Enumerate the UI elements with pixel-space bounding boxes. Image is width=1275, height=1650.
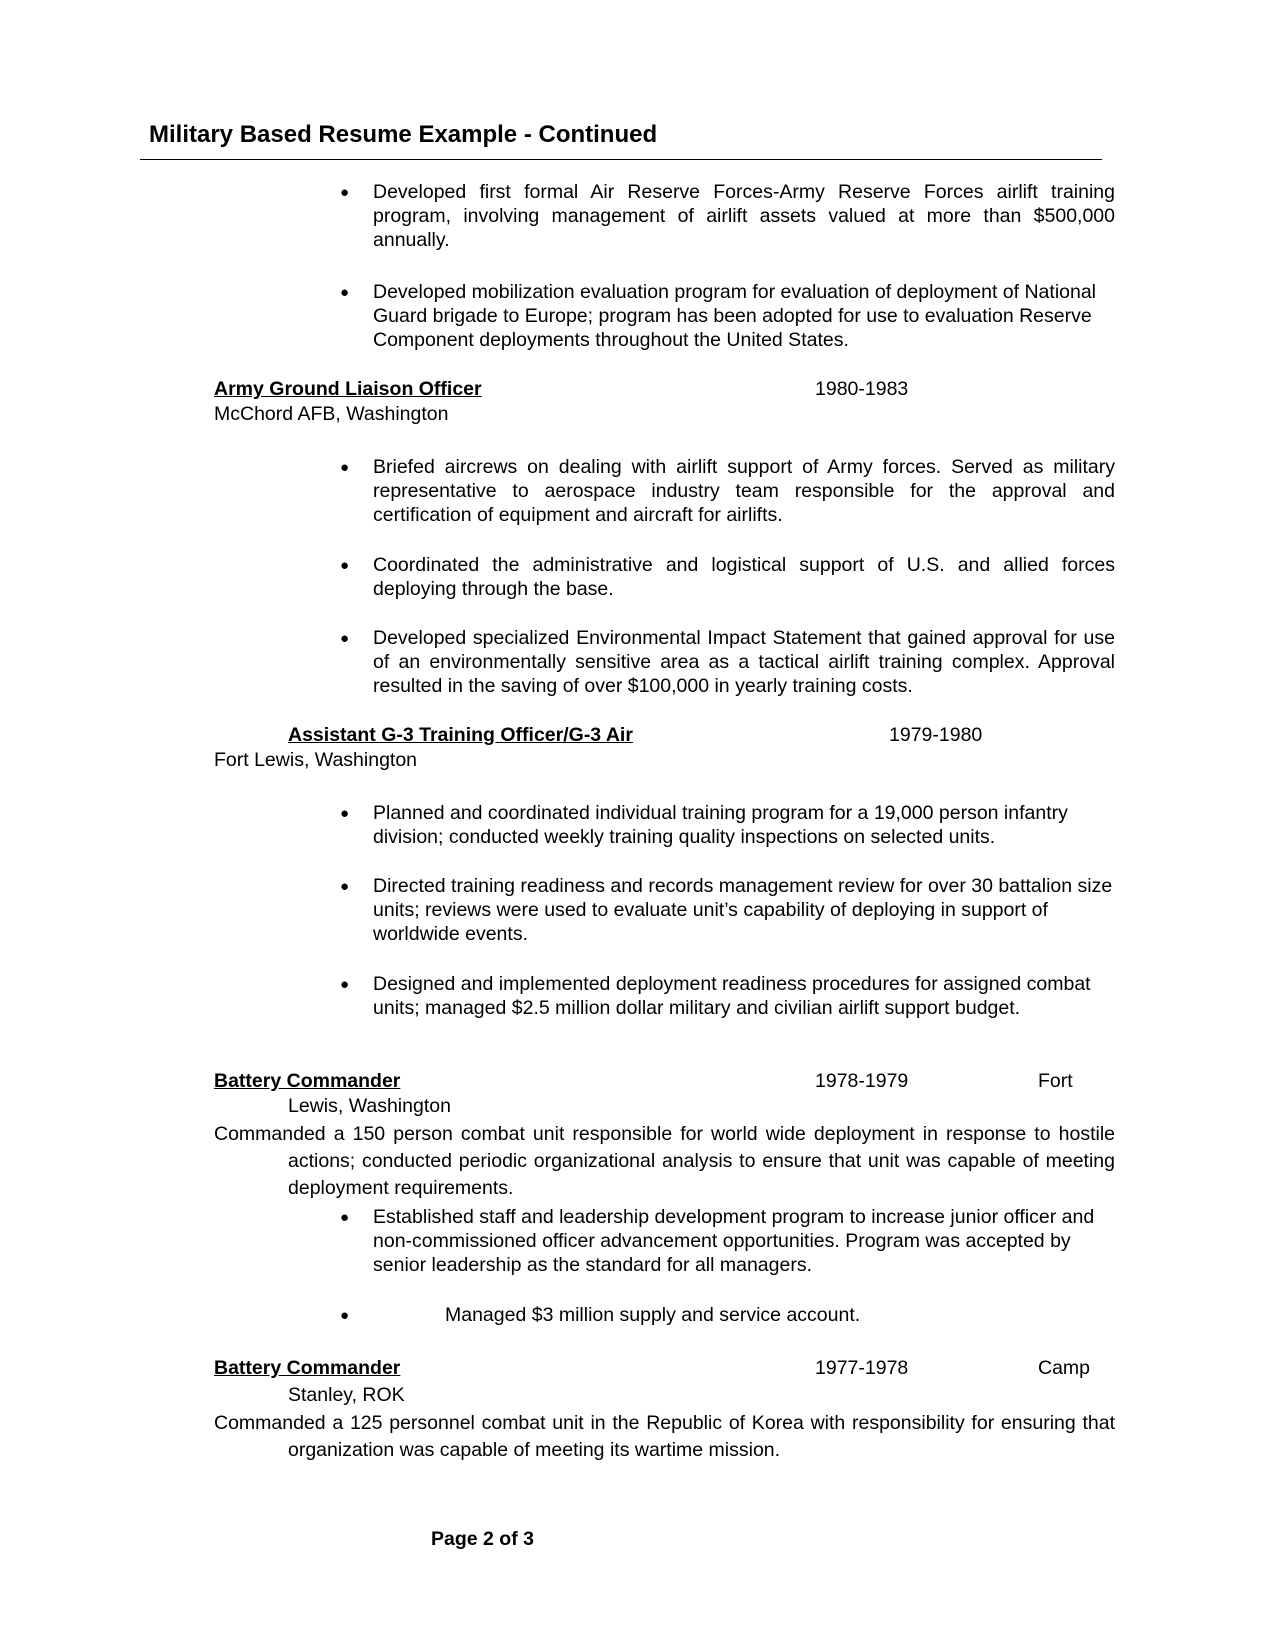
list-item: Coordinated the administrative and logistical support of U.S. and allied forces deploying through the base. xyxy=(373,554,1115,600)
job-location: McChord AFB, Washington xyxy=(214,403,449,425)
job-title: Assistant G-3 Training Officer/G-3 Air xyxy=(288,724,633,746)
title-divider xyxy=(140,159,1102,160)
bullet-icon: ● xyxy=(340,184,350,201)
job-summary: Commanded a 150 person combat unit responsible for world wide deployment in response to hostile actions; conducted periodic organizational analysis to ensure that unit was capable of meeting deployment requirements. xyxy=(214,1123,1115,1199)
bullet-icon: ● xyxy=(340,1209,350,1226)
job-dates: 1977-1978 xyxy=(815,1357,909,1379)
list-item: Developed specialized Environmental Impact Statement that gained approval for use of an environmentally sensitive area as a tactical airlift training complex. Approval resulted in the saving of over $100,000 in yearly training costs. xyxy=(373,627,1115,697)
bullet-icon: ● xyxy=(340,976,350,993)
job-title: Battery Commander xyxy=(214,1357,401,1379)
list-item: Established staff and leadership development program to increase junior officer and non-commissioned officer advancement opportunities. Program was accepted by senior leadership as the standard for all managers. xyxy=(373,1206,1095,1276)
list-item: Designed and implemented deployment readiness procedures for assigned combat units; managed $2.5 million dollar military and civilian airlift support budget. xyxy=(373,973,1091,1019)
job-dates: 1978-1979 xyxy=(815,1070,909,1092)
list-item: Planned and coordinated individual training program for a 19,000 person infantry division; conducted weekly training quality inspections on selected units. xyxy=(373,802,1068,848)
job-title: Battery Commander xyxy=(214,1070,401,1092)
list-item: Developed first formal Air Reserve Forces-Army Reserve Forces airlift training program, involving management of airlift assets valued at more than $500,000 annually. xyxy=(373,181,1115,251)
job-location: Fort Lewis, Washington xyxy=(214,749,418,771)
bullet-icon: ● xyxy=(340,284,350,301)
list-item: Directed training readiness and records management review for over 30 battalion size units; reviews were used to evaluate unit’s capability of deploying in support of worldwide events. xyxy=(373,875,1113,945)
page-title: Military Based Resume Example - Continued xyxy=(149,121,658,148)
list-item: Developed mobilization evaluation program for evaluation of deployment of National Guard brigade to Europe; program has been adopted for use to evaluation Reserve Component deployments throughout the United States. xyxy=(373,281,1097,351)
job-location: Fort xyxy=(1038,1070,1073,1092)
job-location: Camp xyxy=(1038,1357,1091,1379)
bullet-icon: ● xyxy=(340,805,350,822)
bullet-icon: ● xyxy=(340,630,350,647)
job-dates: 1980-1983 xyxy=(815,378,909,400)
bullet-icon: ● xyxy=(340,878,350,895)
job-location-continued: Lewis, Washington xyxy=(288,1095,451,1117)
bullet-icon: ● xyxy=(340,1307,350,1324)
job-summary: Commanded a 125 personnel combat unit in the Republic of Korea with responsibility for ensuring that organization was capable of meeting its wartime mission. xyxy=(214,1412,1115,1461)
job-dates: 1979-1980 xyxy=(889,724,983,746)
list-item: Briefed aircrews on dealing with airlift support of Army forces. Served as military representative to aerospace industry team responsible for the approval and certification of equipment and aircraft for airlifts. xyxy=(373,456,1115,526)
job-location-continued: Stanley, ROK xyxy=(288,1384,405,1406)
job-title: Army Ground Liaison Officer xyxy=(214,378,482,400)
bullet-icon: ● xyxy=(340,557,350,574)
bullet-icon: ● xyxy=(340,459,350,476)
page-number: Page 2 of 3 xyxy=(431,1528,534,1550)
list-item: Managed $3 million supply and service account. xyxy=(445,1304,861,1326)
